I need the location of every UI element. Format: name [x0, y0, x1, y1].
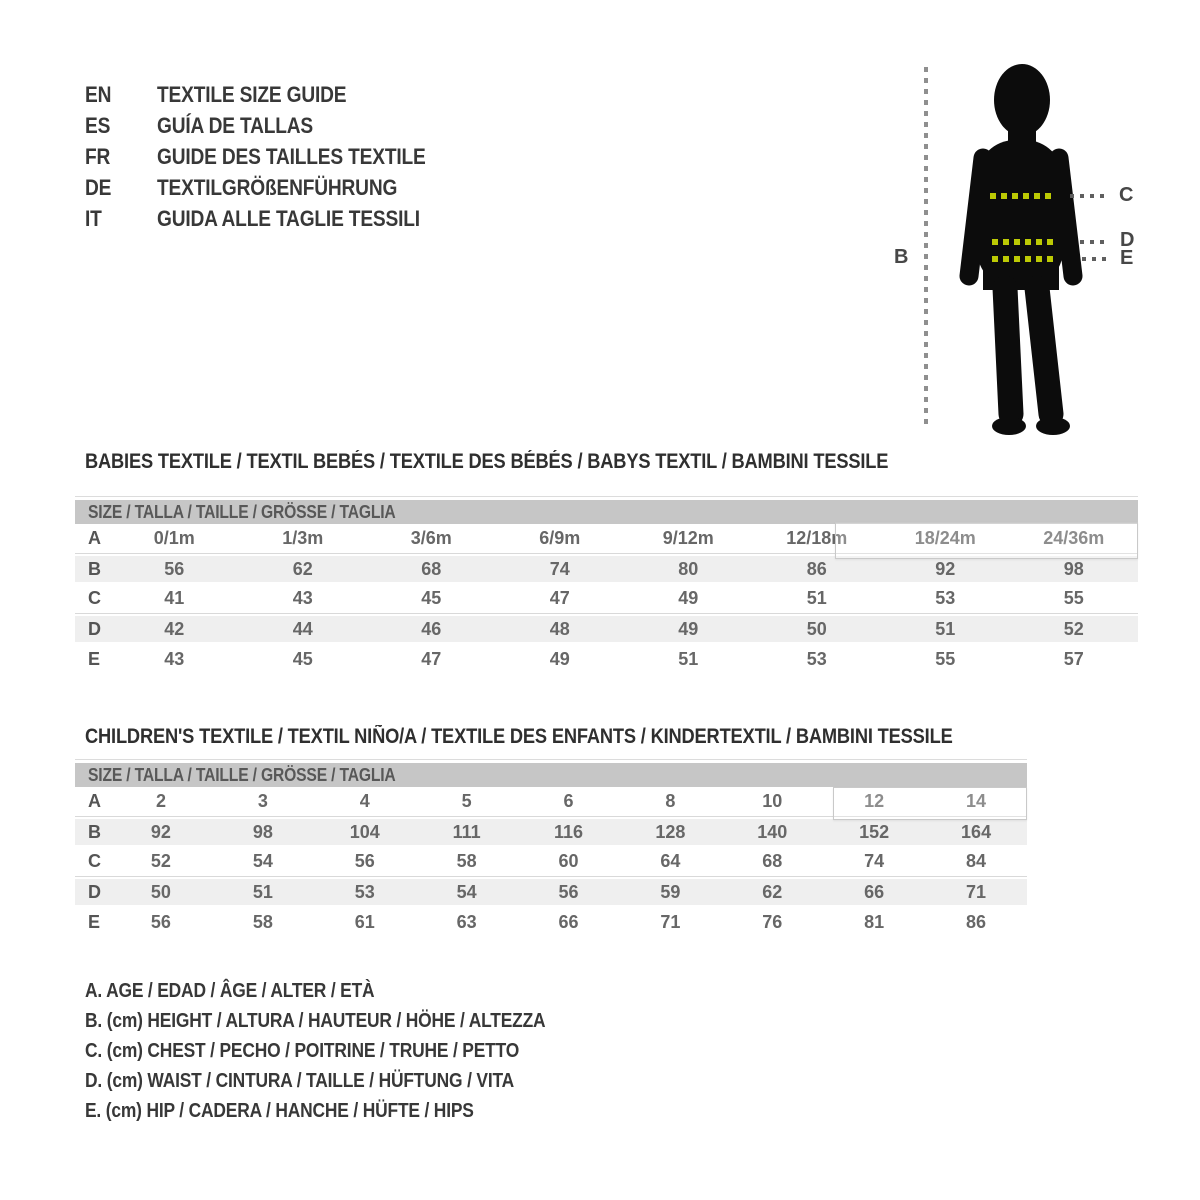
table-cell: 51 [252, 881, 273, 902]
table-cell: 62 [292, 558, 313, 579]
measurement-legend [85, 980, 614, 1130]
language-code: IT [85, 206, 102, 231]
table-cell: 12/18m [786, 528, 848, 548]
table-cell: 10 [762, 791, 783, 811]
table-cell: 18/24m [914, 528, 976, 548]
table-cell: 4 [359, 791, 370, 811]
language-code: ES [85, 113, 111, 138]
table-cell: 47 [421, 648, 442, 669]
legend-line-hip: E. (cm) HIP / CADERA / HANCHE / HÜFTE / HIPS [85, 1100, 474, 1122]
table-cell: 104 [349, 821, 380, 842]
language-code: EN [85, 82, 112, 107]
table-cell: 53 [354, 881, 375, 902]
table-row [75, 614, 1138, 644]
table-cell: 56 [164, 558, 185, 579]
table-cell: 64 [660, 851, 681, 871]
table-cell: 92 [150, 821, 171, 842]
table-cell: 6/9m [539, 528, 581, 548]
row-label: C [88, 588, 101, 608]
table-cell: 52 [1063, 618, 1084, 639]
table-cell: 50 [150, 881, 171, 902]
row-label: E [88, 911, 101, 932]
table-cell: 49 [678, 588, 699, 608]
highlight-box [833, 787, 1027, 820]
table-cell: 45 [421, 588, 442, 608]
row-label: D [88, 881, 101, 902]
table-cell: 59 [660, 881, 681, 902]
table-cell: 152 [859, 821, 890, 842]
table-cell: 58 [456, 851, 477, 871]
table-cell: 8 [665, 791, 676, 811]
table-cell: 62 [762, 881, 783, 902]
size-table-header: SIZE / TALLA / TAILLE / GRÖSSE / TAGLIA [88, 502, 396, 522]
table-cell: 63 [456, 911, 477, 932]
table-cell: 43 [164, 648, 185, 669]
table-cell: 52 [150, 851, 171, 871]
language-code: DE [85, 175, 112, 200]
table-cell: 9/12m [662, 528, 714, 548]
children-section-title: CHILDREN'S TEXTILE / TEXTIL NIÑO/A / TEXTILE DES ENFANTS / KINDERTEXTIL / BAMBINI TESSILE [85, 725, 953, 748]
table-cell: 58 [252, 911, 273, 932]
table-cell: 2 [155, 791, 166, 811]
table-cell: 128 [655, 821, 686, 842]
table-cell: 86 [966, 911, 987, 932]
table-cell: 81 [864, 911, 885, 932]
table-cell: 14 [966, 791, 987, 811]
table-cell: 71 [660, 911, 681, 932]
language-code: FR [85, 144, 111, 169]
row-label: A [88, 791, 101, 811]
child-silhouette-diagram [880, 40, 1160, 460]
table-cell: 42 [164, 618, 185, 639]
table-cell: 51 [806, 588, 827, 608]
table-cell: 5 [461, 791, 472, 811]
table-cell: 56 [150, 911, 171, 932]
table-cell: 48 [549, 618, 570, 639]
table-cell: 45 [292, 648, 313, 669]
language-title: TEXTILE SIZE GUIDE [157, 82, 347, 107]
size-table-header: SIZE / TALLA / TAILLE / GRÖSSE / TAGLIA [88, 765, 396, 785]
row-label: D [88, 618, 101, 639]
table-cell: 46 [421, 618, 442, 639]
table-cell: 49 [549, 648, 570, 669]
table-cell: 3/6m [410, 528, 452, 548]
table-cell: 0/1m [153, 528, 195, 548]
table-cell: 12 [864, 791, 885, 811]
table-cell: 60 [558, 851, 579, 871]
table-cell: 74 [864, 851, 885, 871]
language-title: GUÍA DE TALLAS [157, 113, 314, 138]
language-title: GUIDE DES TAILLES TEXTILE [157, 144, 426, 169]
table-cell: 57 [1063, 648, 1084, 669]
row-label: E [88, 648, 101, 669]
table-cell: 68 [421, 558, 442, 579]
legend-line-age: A. AGE / EDAD / ÂGE / ALTER / ETÀ [85, 980, 375, 1002]
table-cell: 98 [252, 821, 273, 842]
table-row [75, 584, 1138, 614]
table-cell: 56 [558, 881, 579, 902]
table-cell: 66 [864, 881, 885, 902]
babies-size-table [75, 500, 1138, 674]
table-row [75, 817, 1027, 847]
table-row [75, 907, 1027, 937]
table-row [75, 847, 1027, 877]
table-cell: 47 [549, 588, 570, 608]
table-cell: 86 [806, 558, 827, 579]
table-cell: 44 [292, 618, 313, 639]
table-cell: 140 [757, 821, 788, 842]
table-cell: 92 [935, 558, 956, 579]
table-cell: 6 [563, 791, 574, 811]
table-cell: 68 [762, 851, 783, 871]
row-label: B [88, 558, 101, 579]
legend-line-waist: D. (cm) WAIST / CINTURA / TAILLE / HÜFTUNG / VITA [85, 1070, 515, 1092]
legend-line-chest: C. (cm) CHEST / PECHO / POITRINE / TRUHE / PETTO [85, 1040, 520, 1062]
height-label: B [894, 246, 909, 268]
hip-label: E [1120, 247, 1134, 269]
table-cell: 56 [354, 851, 375, 871]
table-cell: 61 [354, 911, 375, 932]
child-silhouette [969, 64, 1073, 435]
table-cell: 53 [935, 588, 956, 608]
table-cell: 116 [553, 821, 584, 842]
table-cell: 84 [966, 851, 987, 871]
table-cell: 41 [164, 588, 185, 608]
row-label: B [88, 821, 101, 842]
table-cell: 3 [257, 791, 268, 811]
table-cell: 71 [966, 881, 987, 902]
table-cell: 51 [935, 618, 956, 639]
table-cell: 164 [961, 821, 992, 842]
table-cell: 24/36m [1043, 528, 1105, 548]
waist-label: D [1120, 229, 1135, 251]
table-cell: 111 [452, 821, 481, 842]
table-cell: 80 [678, 558, 699, 579]
table-cell: 74 [549, 558, 570, 579]
table-cell: 51 [678, 648, 699, 669]
size-table-header-band [75, 500, 1138, 524]
legend-line-height: B. (cm) HEIGHT / ALTURA / HAUTEUR / HÖHE / ALTEZZA [85, 1010, 546, 1032]
table-cell: 49 [678, 618, 699, 639]
highlight-box [835, 522, 1138, 559]
table-row [75, 877, 1027, 907]
table-cell: 53 [806, 648, 827, 669]
table-cell: 66 [558, 911, 579, 932]
table-row [75, 644, 1138, 674]
table-cell: 1/3m [282, 528, 324, 548]
chest-label: C [1119, 184, 1134, 206]
size-table-header-band [75, 763, 1027, 787]
table-cell: 43 [292, 588, 313, 608]
language-title: GUIDA ALLE TAGLIE TESSILI [157, 206, 420, 231]
language-title: TEXTILGRÖßENFÜHRUNG [157, 175, 398, 200]
children-size-table [75, 763, 1027, 937]
table-cell: 50 [806, 618, 827, 639]
table-cell: 55 [935, 648, 956, 669]
table-cell: 55 [1063, 588, 1084, 608]
table-cell: 98 [1063, 558, 1084, 579]
table-cell: 54 [252, 851, 273, 871]
row-label: A [88, 528, 101, 548]
babies-section-title: BABIES TEXTILE / TEXTIL BEBÉS / TEXTILE DES BÉBÉS / BABYS TEXTIL / BAMBINI TESSILE [85, 450, 889, 473]
row-label: C [88, 851, 101, 871]
table-cell: 76 [762, 911, 783, 932]
table-cell: 54 [456, 881, 477, 902]
